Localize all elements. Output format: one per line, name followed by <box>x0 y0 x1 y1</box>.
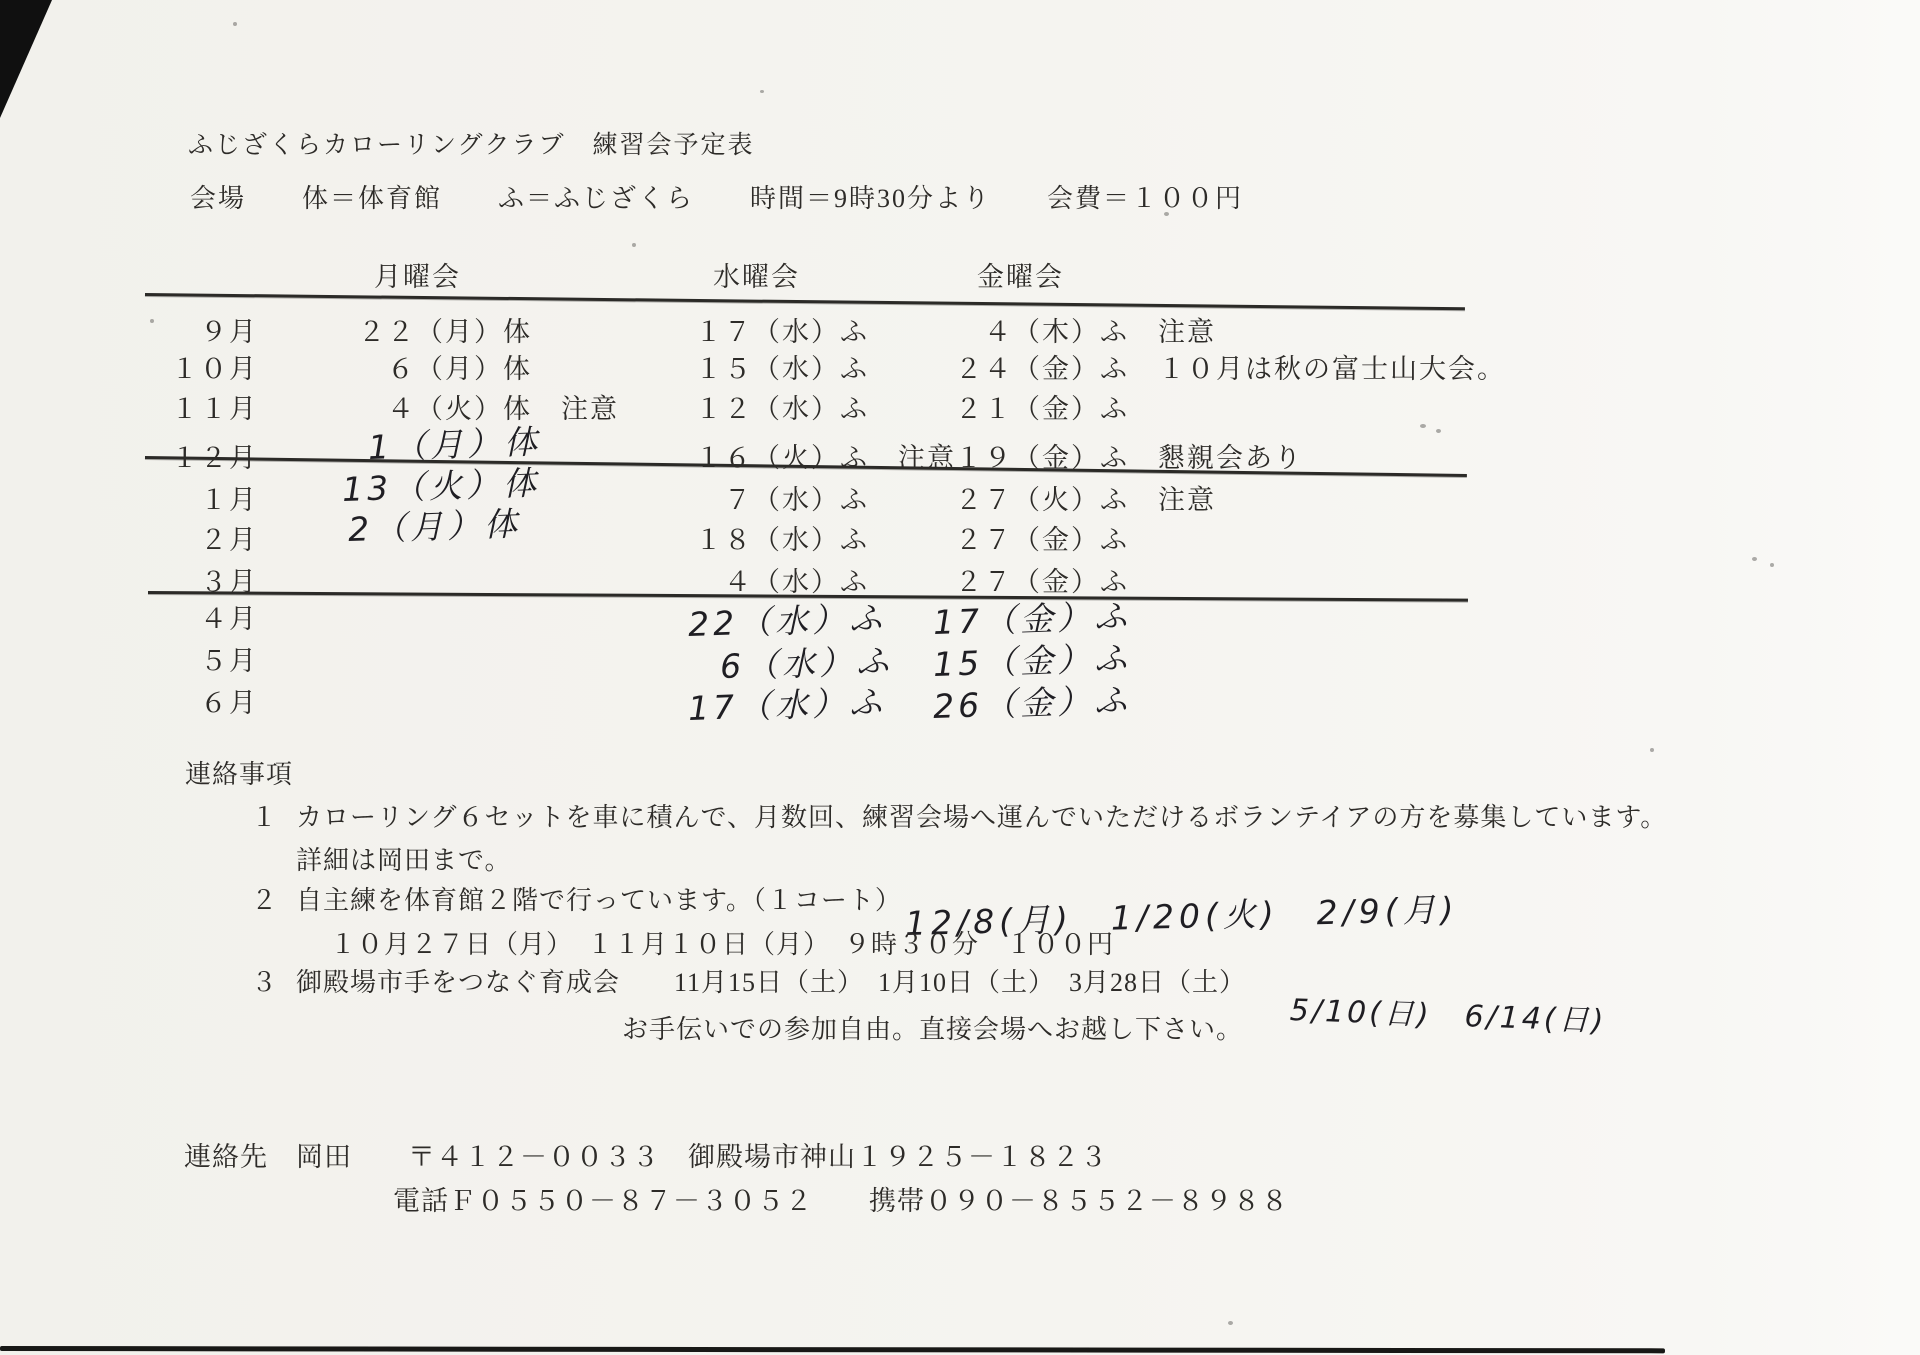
wednesday-cell: ７（水）ふ <box>695 485 869 515</box>
month-label: ５月 <box>200 646 258 676</box>
scan-speck <box>233 22 237 26</box>
monday-cell-handwritten: 13（火）体 <box>341 463 541 509</box>
note1-text: カローリング６セットを車に積んで、月数回、練習会場へ運んでいただけるボランテイアの方を募集しています。 <box>296 803 1668 832</box>
column-header-wednesday: 水曜会 <box>713 262 800 292</box>
month-label: ６月 <box>200 688 258 718</box>
table-row <box>0 310 1920 350</box>
note3-number: ３ <box>251 968 279 997</box>
column-header-monday: 月曜会 <box>374 262 461 292</box>
monday-cell-handwritten: 2（月）体 <box>347 503 522 549</box>
table-row <box>0 596 1920 644</box>
note1-text2: 詳細は岡田まで。 <box>296 846 512 875</box>
note2-text: 自主練を体育館２階で行っています。（１コート） <box>296 886 902 915</box>
table-row <box>0 680 1920 728</box>
wednesday-cell: ４（水）ふ <box>695 567 869 597</box>
scan-speck <box>632 243 636 247</box>
wednesday-cell-handwritten: 22（水）ふ <box>687 598 887 644</box>
friday-cell: ２７（火）ふ 注意 <box>955 485 1216 515</box>
monday-cell: ２２（月）体 <box>358 317 532 347</box>
wednesday-cell: １５（水）ふ <box>695 354 869 384</box>
friday-cell: ４（木）ふ 注意 <box>955 317 1216 347</box>
table-rule-top <box>145 293 1465 310</box>
column-header-friday: 金曜会 <box>977 262 1064 292</box>
month-label: １０月 <box>171 354 258 384</box>
scan-bottom-edge-line <box>0 1346 1665 1353</box>
monday-cell: ６（月）体 <box>358 354 532 384</box>
note3-text: 御殿場市手をつなぐ育成会 11月15日（土） 1月10日（土） 3月28日（土） <box>296 968 1247 997</box>
note2-schedule-line: １０月２７日（月） １１月１０日（月） ９時３０分 １００円 <box>330 930 1115 959</box>
scan-speck <box>760 90 764 93</box>
friday-cell: １９（金）ふ 懇親会あり <box>955 443 1303 473</box>
month-label: １１月 <box>171 394 258 424</box>
month-label: ３月 <box>200 567 258 597</box>
contact-line-phone: 電話Ｆ０５５０－８７－３０５２ 携帯０９０－８５５２－８９８８ <box>393 1186 1289 1216</box>
scan-speck <box>1228 1321 1233 1325</box>
table-row <box>0 421 1920 476</box>
note2-number: ２ <box>251 886 279 915</box>
wednesday-cell-handwritten: 17（水）ふ <box>687 682 887 728</box>
table-row <box>0 347 1920 387</box>
document-title: ふじざくらカローリングクラブ 練習会予定表 <box>188 132 755 159</box>
scan-speck <box>1650 748 1654 752</box>
month-label: １２月 <box>171 443 258 473</box>
table-row <box>0 638 1920 686</box>
month-label: ２月 <box>200 525 258 555</box>
friday-cell-handwritten: 26（金）ふ <box>932 680 1132 726</box>
friday-cell-handwritten: 17（金）ふ <box>932 596 1132 642</box>
friday-cell: ２７（金）ふ <box>955 567 1129 597</box>
table-row <box>0 503 1920 558</box>
month-label: ４月 <box>200 604 258 634</box>
table-row <box>0 463 1920 518</box>
note2-handwritten-dates: 12/8(月) 1/20(火) 2/9(月) <box>904 889 1459 943</box>
scan-speck <box>1436 429 1441 433</box>
scan-corner-artifact <box>0 0 60 125</box>
wednesday-cell-handwritten: 6（水）ふ <box>719 640 894 686</box>
friday-cell: ２１（金）ふ <box>955 394 1129 424</box>
friday-cell: ２４（金）ふ １０月は秋の富士山大会。 <box>955 354 1506 384</box>
table-row <box>0 387 1920 427</box>
month-label: １月 <box>200 485 258 515</box>
month-label: ９月 <box>200 317 258 347</box>
wednesday-cell: １７（水）ふ <box>695 317 869 347</box>
note3-text2: お手伝いでの参加自由。直接会場へお越し下さい。 <box>622 1015 1244 1044</box>
friday-cell: ２７（金）ふ <box>955 525 1129 555</box>
note1-number: １ <box>251 803 279 832</box>
note3-handwritten-dates: 5/10(日) 6/14(日) <box>1289 993 1607 1040</box>
monday-cell: ４（火）体 注意 <box>358 394 619 424</box>
contact-line-address: 連絡先 岡田 〒４１２－００３３ 御殿場市神山１９２５－１８２３ <box>184 1142 1108 1172</box>
wednesday-cell: １２（水）ふ <box>695 394 869 424</box>
venue-info-line: 会場 体＝体育館 ふ＝ふじざくら 時間＝9時30分より 会費＝１００円 <box>190 184 1244 213</box>
table-row <box>0 560 1920 600</box>
wednesday-cell: １６（火）ふ 注意 <box>695 443 956 473</box>
wednesday-cell: １８（水）ふ <box>695 525 869 555</box>
monday-cell-handwritten: 1（月）体 <box>367 421 542 467</box>
friday-cell-handwritten: 15（金）ふ <box>932 638 1132 684</box>
notes-heading: 連絡事項 <box>185 760 294 789</box>
